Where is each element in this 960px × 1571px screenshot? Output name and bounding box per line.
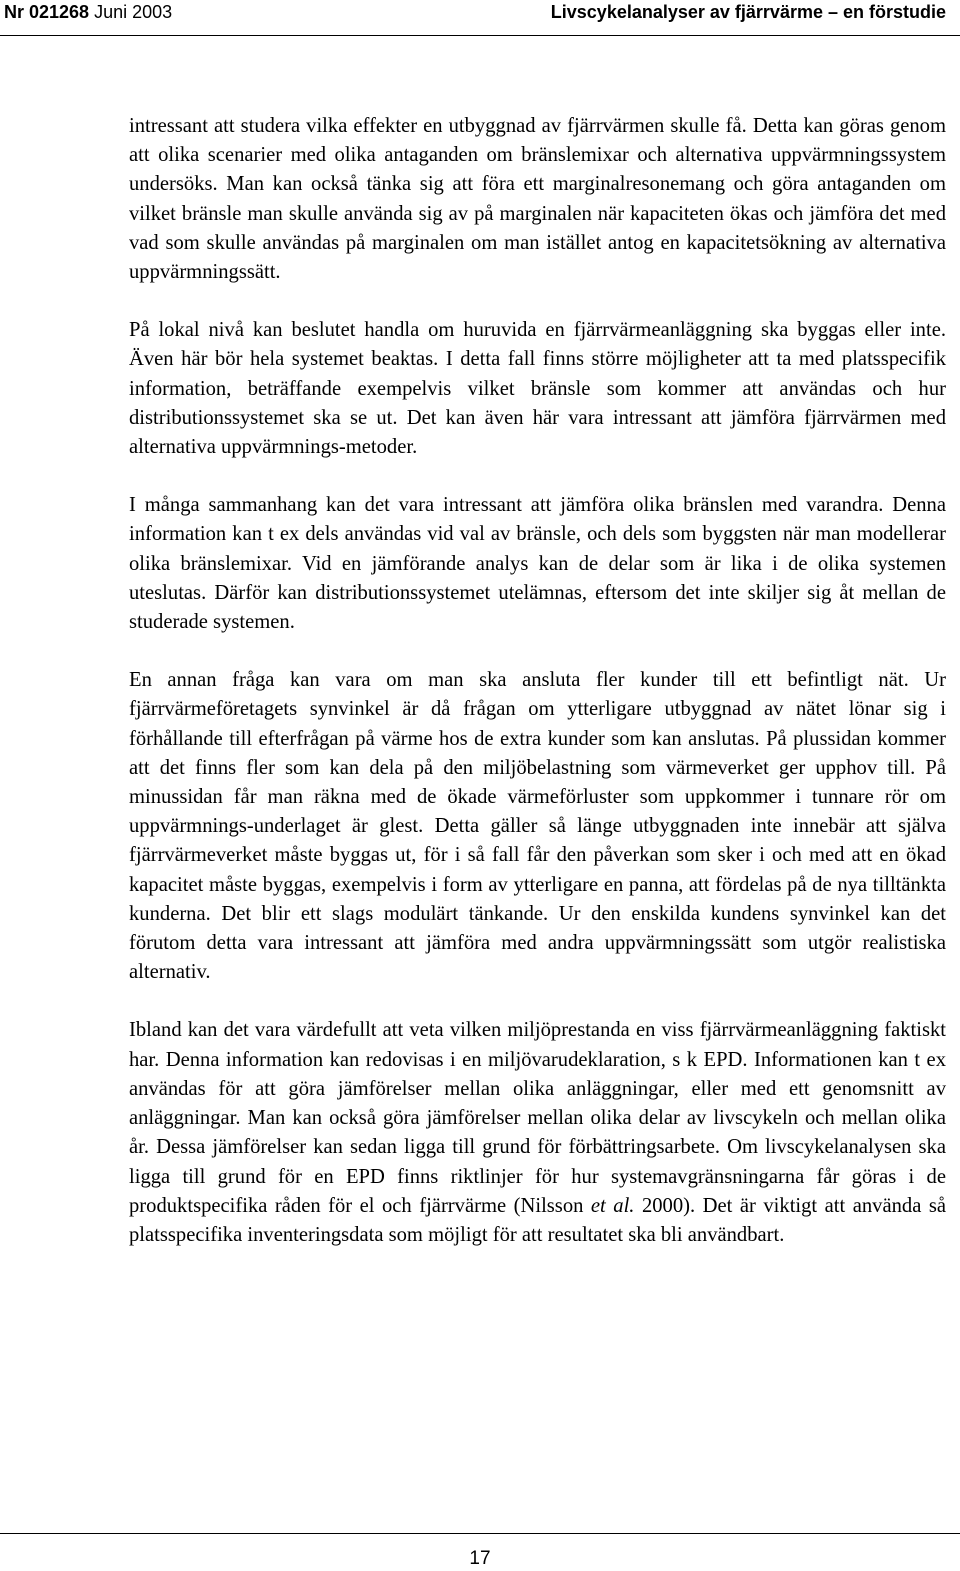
header-report-info bbox=[4, 2, 172, 23]
paragraph-1: intressant att studera vilka effekter en utbyggnad av fjärrvärmen skulle få. Detta kan göras genom att olika scenarier med olika antaganden om bränslemixar och alternativa uppvärmningssystem undersöks. Man kan också tänka sig att föra ett marginalresonemang och göra antaganden om vilket bränsle man skulle använda sig av på marginalen när kapaciteten ökas och jämföra det med vad som skulle användas på marginalen om man istället antog en kapacitetsökning av alternativa uppvärmningssätt. bbox=[129, 115, 946, 284]
paragraph-3: I många sammanhang kan det vara intressant att jämföra olika bränslen med varandra. Denna information kan t ex dels användas vid val av bränsle, och dels som byggsten när man modellerar olika bränslemixar. Vid en jämförande analys kan de delar som är lika i de olika systemen uteslutas. Därför kan distributionssystemet utelämnas, eftersom det inte skiljer sig åt mellan de studerade systemen. bbox=[129, 494, 946, 634]
report-number: Nr 021268 bbox=[4, 2, 90, 22]
paragraph-2: På lokal nivå kan beslutet handla om huruvida en fjärrvärmeanläggning ska byggas eller inte. Även här bör hela systemet beaktas. I detta fall finns större möjligheter att ta med platsspecifik information, beträffande exempelvis vilket bränsle som kommer att användas och hur distributionssystemet ska se ut. Det kan även här vara intressant att jämföra fjärrvärmen med alternativa uppvärmnings-metoder. bbox=[129, 319, 946, 459]
paragraph-4: En annan fråga kan vara om man ska ansluta fler kunder till ett befintligt nät. Ur fjärrvärmeföretagets synvinkel är då frågan om ytterligare utbyggnad av nätet lönar sig i förhållande till efterfrågan på värme hos de extra kunder som kan anslutas. På plussidan kommer att det finns fler som kan dela på den miljöbelastning som värmeverket ger upphov till. På minussidan får man räkna med de ökade värmeförluster som uppkommer i tunnare rör om uppvärmnings-underlaget är glest. Detta gäller så länge utbyggnaden inte innebär att själva fjärrvärmeverket måste byggas ut, för i så fall får den påverkan som sker i och med att en ökad kapacitet måste byggas, exempelvis i form av ytterligare en panna, att fördelas på de nya tilltänkta kunderna. Det blir ett slags modulärt tänkande. Ur den enskilda kundens synvinkel kan det förutom detta vara intressant att jämföra med andra uppvärmningssätt som utgör realistiska alternativ. bbox=[129, 669, 946, 984]
paragraph-5 bbox=[129, 1016, 946, 1250]
report-date: Juni 2003 bbox=[94, 2, 173, 22]
footer-divider bbox=[0, 1533, 960, 1534]
citation-et-al: et al. bbox=[590, 1194, 635, 1217]
paragraph-5-part-2: 2000). Det är viktigt att använda så platsspecifika inventeringsdata som möjligt för att resultatet ska bli användbart. bbox=[129, 1194, 946, 1246]
page-number: 17 bbox=[469, 1548, 491, 1569]
body-text bbox=[129, 112, 946, 1279]
report-title: Livscykelanalyser av fjärrvärme – en förstudie bbox=[550, 2, 946, 22]
paragraph-5-part-1: Ibland kan det vara värdefullt att veta vilken miljöprestanda en viss fjärrvärmeanläggning faktiskt har. Denna information kan redovisas i en miljövarudeklaration, s k EPD. Informationen kan t ex användas för att göra jämförelser mellan olika anläggningar, eller med ett genomsnitt av anläggningar. Man kan också göra jämförelser mellan olika delar av livscykeln och mellan olika år. Dessa jämförelser kan sedan ligga till grund för förbättringsarbete. Om livscykelanalysen ska ligga till grund för en EPD finns riktlinjer för hur systemavgränsningarna får göras i de produktspecifika råden för el och fjärrvärme (Nilsson bbox=[129, 1019, 946, 1217]
page-header bbox=[0, 0, 960, 40]
header-divider bbox=[0, 35, 960, 36]
